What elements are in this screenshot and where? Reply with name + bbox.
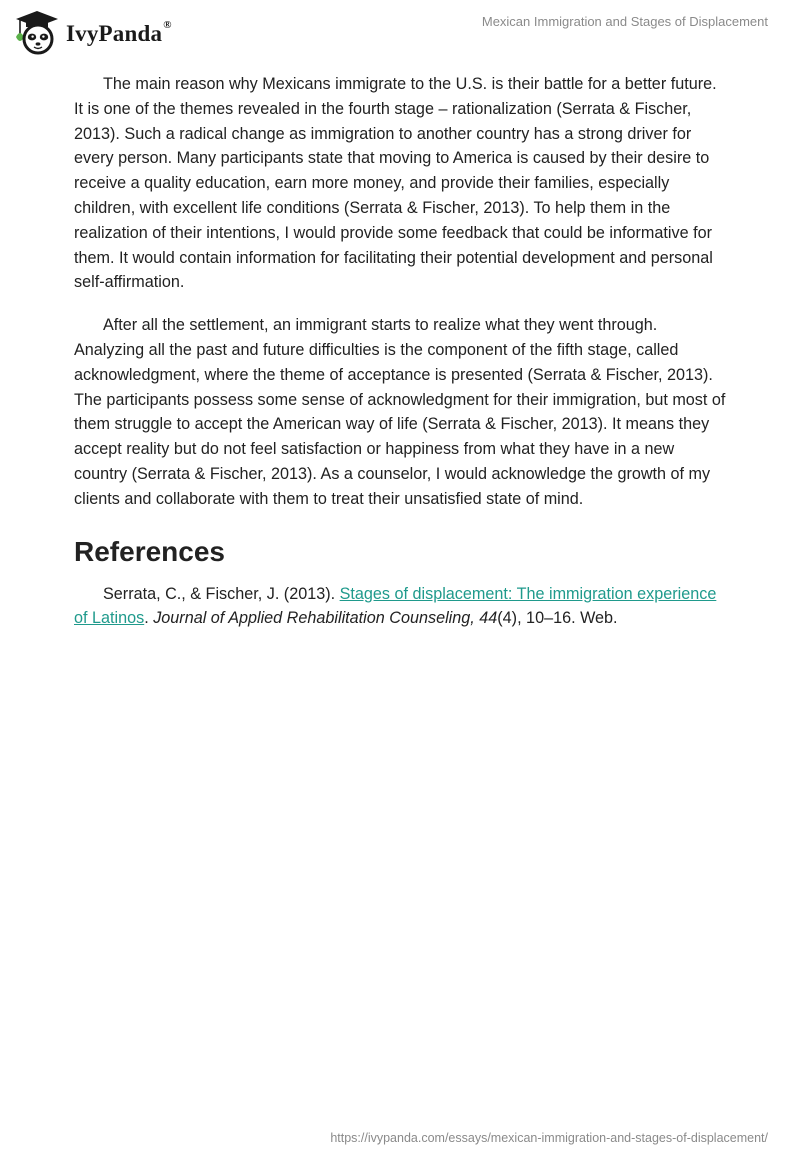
panda-logo-icon [14,9,60,55]
reference-issue-pages: (4), 10–16. Web. [497,609,618,628]
ivypanda-logo[interactable] [14,8,172,56]
references-heading: References [74,535,225,567]
footer-url: https://ivypanda.com/essays/mexican-immigration-and-stages-of-displacement/ [330,1131,768,1145]
page-header [0,0,800,70]
document-title: Mexican Immigration and Stages of Displacement [481,14,768,29]
body-paragraph: After all the settlement, an immigrant starts to realize what they went through. Analyzing all the past and future difficulties is the component of the fifth stage, called acknowledgment, where the theme of acceptance is presented (Serrata & Fischer, 2013). The participants possess some sense of acknowledgment for their immigration, but most of them struggle to accept the American way of life (Serrata & Fischer, 2013). It means they accept reality but do not feel satisfaction or happiness from what they have in a new country (Serrata & Fischer, 2013). As a counselor, I would acknowledge the growth of my clients and collaborate with them to treat their unsatisfied state of mind. [74,316,726,508]
body-paragraph: The main reason why Mexicans immigrate to the U.S. is their battle for a better future. It is one of the themes revealed in the fourth stage – rationalization (Serrata & Fischer, 2013). Such a radical change as immigration to another country has a strong driver for every person. Many participants state that moving to America is caused by their desire to receive a quality education, earn more money, and provide their families, especially children, with excellent life conditions (Serrata & Fischer, 2013). To help them in the realization of their intentions, I would provide some feedback that could be informative for them. It would contain information for facilitating their potential development and personal self-affirmation. [74,75,717,292]
reference-authors: Serrata, C., & Fischer, J. (2013). [103,584,340,603]
essay-content [74,72,729,631]
reference-entry [74,582,729,632]
reference-title-link[interactable]: Stages of displacement: The immigration experience of Latinos [74,584,717,628]
registered-mark: ® [163,19,172,32]
reference-punctuation: . [144,609,154,628]
brand-name: IvyPanda® [66,19,172,46]
reference-journal: Journal of Applied Rehabilitation Counseling, 44 [153,609,498,628]
